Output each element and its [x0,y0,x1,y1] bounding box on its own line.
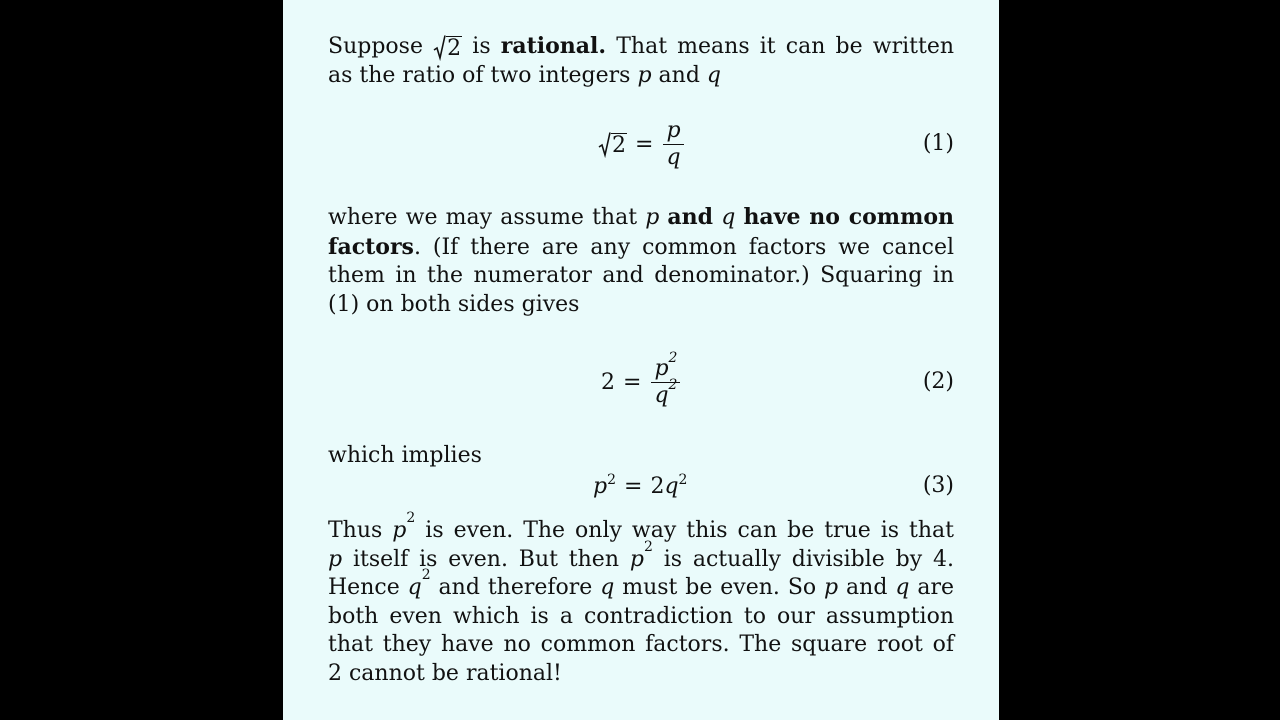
assumption-line-1: where we may assume that p and q have no common [328,204,955,230]
equation-1-body: 2 = $\frac{p}{q}$ [598,114,686,174]
equation-number-1: (1) [922,131,954,156]
equation-2 [283,349,999,412]
sqrt-symbol: 2 [598,131,627,158]
equation-3-body: p $^2$ = 2 q $^2$ [593,472,688,499]
conclusion-line-1: Thus $p^2$ is even. The only way this can be true is that [328,510,955,543]
equation-number-3: (3) [922,473,954,498]
equation-2-body: 2 = $\frac{p^2}{q^2}$ [601,352,682,412]
intro-line-2: as the ratio of two integers p and q [328,62,721,88]
conclusion-line-6: 2 cannot be rational! [328,660,562,686]
sqrt-symbol: 2 [433,34,462,61]
conclusion-line-5: that they have no common factors. The square root of [328,632,954,658]
equation-3 [283,456,999,516]
intro-line-1: Suppose 2 is rational. That means it can be written [328,33,955,61]
rational-bold: rational. [500,33,607,59]
conclusion-line-4: both even which is a contradiction to our assumption [328,603,954,629]
conclusion-line-3: Hence $q^2$ and therefore q must be even. So p and q are [328,567,954,601]
equation-number-2: (2) [922,369,954,394]
conclusion-line-2: p itself is even. But then $p^2$ is actually divisible by 4. [328,538,954,572]
intro-paragraph [328,32,954,90]
implies-text: which implies [328,443,482,468]
proof-page [283,0,999,720]
assumption-line-4: (1) on both sides gives [328,291,580,317]
assumption-paragraph [328,203,954,319]
conclusion-paragraph [328,510,955,689]
assumption-line-2: factors. (If there are any common factors we cancel [328,233,954,260]
fraction-p2-over-q2: $\frac{p^2}{q^2}$ [651,357,680,408]
assumption-line-3: them in the numerator and denominator.) Squaring in [328,263,954,289]
equation-1 [283,114,999,174]
fraction-p-over-q: $\frac{p}{q}$ [663,119,683,170]
